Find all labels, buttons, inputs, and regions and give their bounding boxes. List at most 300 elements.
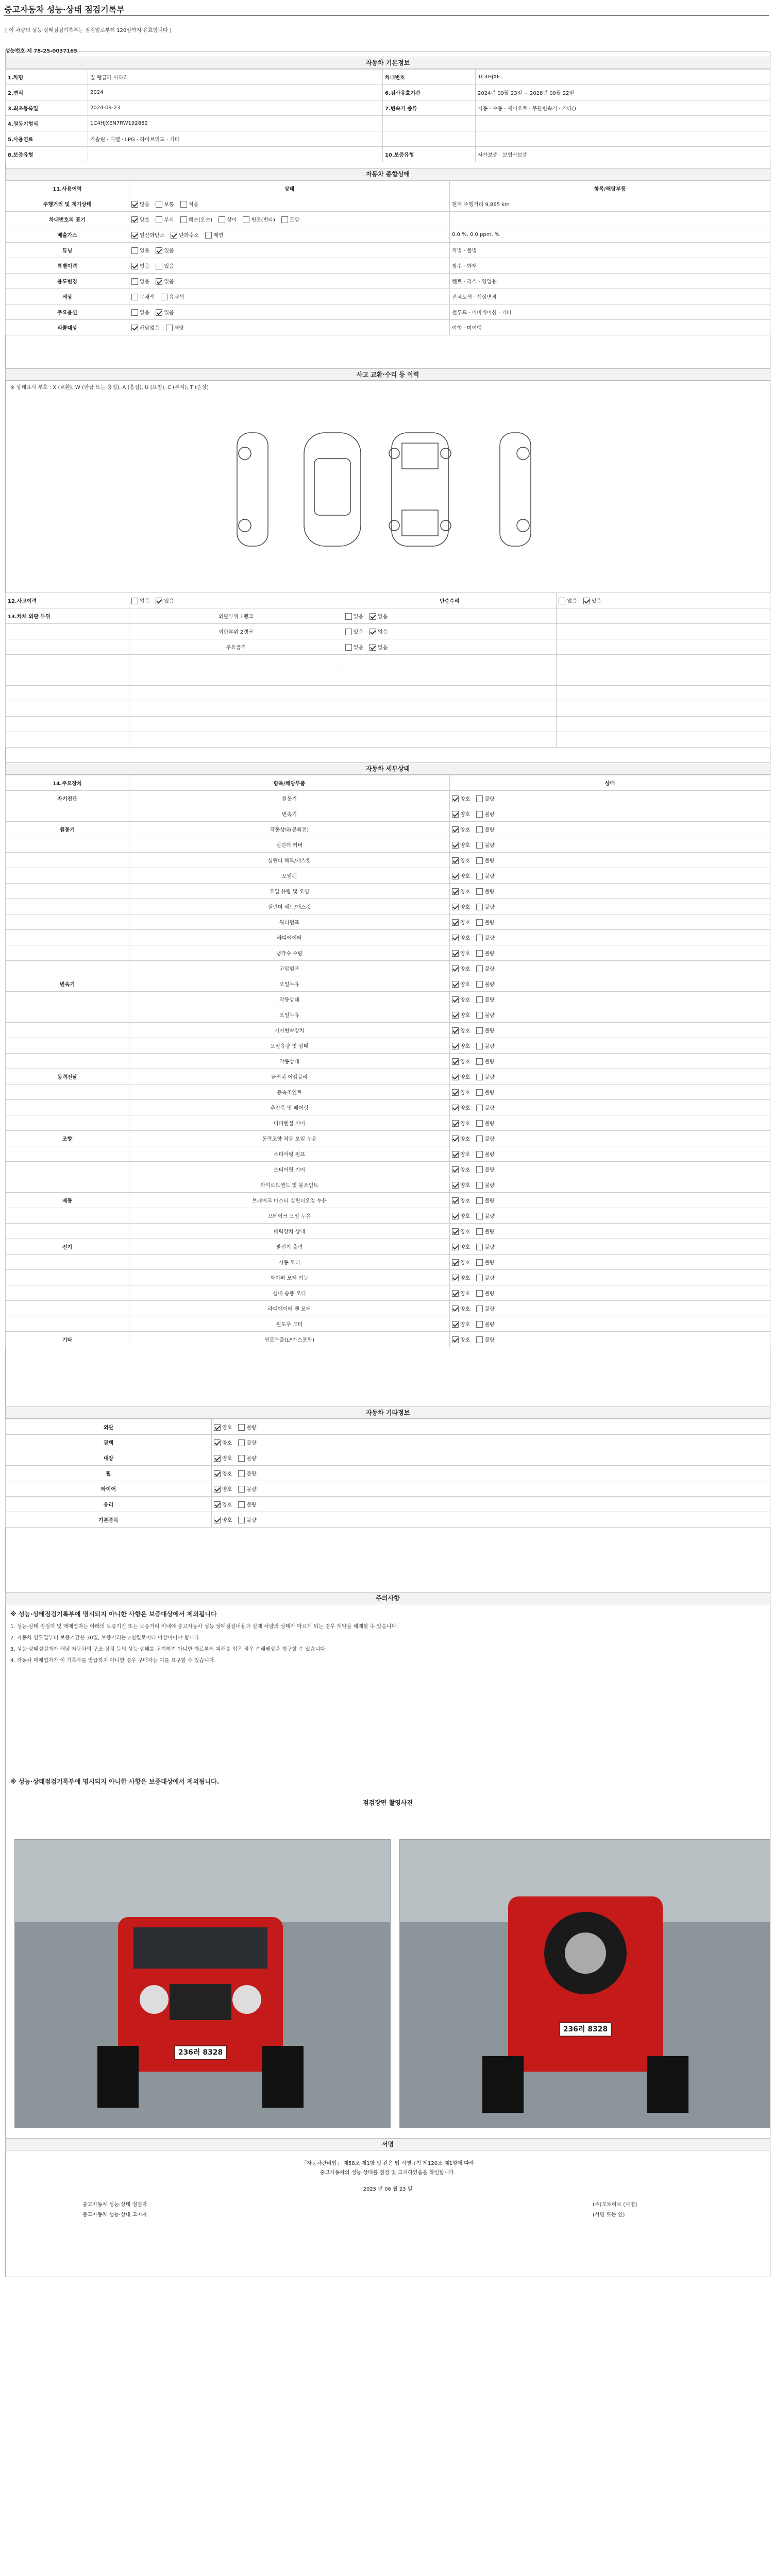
overall-option[interactable]: 매연 [205, 231, 223, 239]
checkbox[interactable] [452, 1120, 459, 1127]
status-option[interactable]: 양호 [452, 1335, 470, 1344]
overall-option[interactable]: 변조(변타) [243, 215, 275, 224]
checkbox[interactable] [214, 1517, 221, 1523]
detail-status [450, 1054, 770, 1069]
checkbox[interactable] [131, 201, 138, 208]
detail-row [6, 930, 770, 945]
checkbox[interactable] [452, 1027, 459, 1034]
checkbox[interactable] [452, 888, 459, 895]
rear-photo [399, 1839, 770, 2128]
checkbox[interactable] [476, 1074, 483, 1080]
checkbox[interactable] [476, 1290, 483, 1297]
detail-item: 기어변속장치 [129, 1023, 450, 1038]
checkbox[interactable] [452, 965, 459, 972]
checkbox[interactable] [452, 826, 459, 833]
detail-group [6, 914, 129, 930]
checkbox[interactable] [281, 216, 288, 223]
checkbox[interactable] [156, 263, 162, 269]
overall-option[interactable]: 있음 [156, 308, 174, 316]
status-option[interactable]: 양호 [452, 1181, 470, 1189]
status-option[interactable]: 양호 [452, 1104, 470, 1112]
status-option[interactable]: 불량 [476, 1243, 494, 1251]
checkbox[interactable] [476, 1043, 483, 1049]
checkbox[interactable] [214, 1455, 221, 1462]
status-option[interactable]: 양호 [452, 856, 470, 865]
checkbox[interactable] [476, 1089, 483, 1096]
status-legend: ※ 상태표시 부호 : X (교환), W (판금 또는 용접), A (흠집), U (요철), C (부식), T (손상) [10, 385, 209, 391]
checkbox[interactable] [452, 1074, 459, 1080]
checkbox[interactable] [219, 216, 225, 223]
checkbox[interactable] [476, 1151, 483, 1158]
status-option[interactable]: 불량 [476, 1181, 494, 1189]
status-option[interactable]: 불량 [476, 1150, 494, 1158]
status-option[interactable]: 양호 [452, 1289, 470, 1297]
detail-item: 배력장치 상태 [129, 1224, 450, 1239]
checkbox[interactable] [131, 263, 138, 269]
status-option[interactable]: 양호 [452, 1258, 470, 1266]
checkbox[interactable] [452, 1012, 459, 1019]
overall-option[interactable]: 도말 [281, 215, 299, 224]
status-option[interactable]: 양호 [452, 1274, 470, 1282]
overall-option[interactable]: 없음 [131, 277, 149, 285]
status-option[interactable]: 불량 [476, 1274, 494, 1282]
checkbox[interactable] [476, 1120, 483, 1127]
detail-group: 조향 [6, 1131, 129, 1146]
status-option[interactable]: 불량 [476, 1042, 494, 1050]
checkbox[interactable] [452, 795, 459, 802]
checkbox[interactable] [452, 996, 459, 1003]
detail-group [6, 837, 129, 853]
other-option[interactable]: 불량 [238, 1500, 256, 1509]
panel-cell [129, 686, 343, 701]
overall-label: 튜닝 [6, 243, 129, 258]
detail-row [6, 837, 770, 853]
status-option[interactable]: 불량 [476, 1011, 494, 1019]
detail-row [6, 1177, 770, 1193]
checkbox[interactable] [452, 1306, 459, 1312]
checkbox[interactable] [476, 950, 483, 957]
detail-row [6, 914, 770, 930]
status-option[interactable]: 불량 [476, 841, 494, 849]
detail-item: 오일 유량 및 오염 [129, 884, 450, 899]
other-status [212, 1435, 770, 1450]
other-label: 외관 [6, 1419, 212, 1435]
status-option[interactable]: 양호 [452, 825, 470, 834]
panel-option[interactable]: 없음 [369, 628, 388, 636]
status-option[interactable]: 불량 [476, 1119, 494, 1127]
status-option[interactable]: 양호 [452, 1073, 470, 1081]
checkbox[interactable] [476, 1275, 483, 1281]
checkbox[interactable] [238, 1439, 245, 1446]
checkbox[interactable] [131, 247, 138, 254]
checkbox[interactable] [452, 904, 459, 910]
status-option[interactable]: 양호 [452, 1011, 470, 1019]
checkbox[interactable] [476, 1321, 483, 1328]
checkbox[interactable] [476, 1012, 483, 1019]
checkbox[interactable] [180, 216, 187, 223]
checkbox[interactable] [452, 1043, 459, 1049]
detail-status [450, 1224, 770, 1239]
checkbox[interactable] [476, 1336, 483, 1343]
checkbox[interactable] [476, 1306, 483, 1312]
checkbox[interactable] [369, 613, 376, 620]
status-option[interactable]: 불량 [476, 1289, 494, 1297]
checkbox[interactable] [369, 629, 376, 635]
status-option[interactable]: 불량 [476, 1088, 494, 1096]
checkbox[interactable] [452, 1275, 459, 1281]
overall-label: 차대번호의 표기 [6, 212, 129, 227]
status-option[interactable]: 불량 [476, 1258, 494, 1266]
overall-option[interactable]: 적음 [180, 200, 198, 208]
checkbox[interactable] [156, 247, 162, 254]
checkbox[interactable] [476, 1228, 483, 1235]
detail-row [6, 961, 770, 976]
detail-status [450, 1316, 770, 1332]
status-option[interactable]: 불량 [476, 1165, 494, 1174]
status-option[interactable]: 불량 [476, 856, 494, 865]
status-option[interactable]: 불량 [476, 934, 494, 942]
detail-item: 타이로드엔드 및 볼조인트 [129, 1177, 450, 1193]
overall-option[interactable]: 훼손(오손) [180, 215, 212, 224]
other-option[interactable]: 양호 [214, 1516, 232, 1524]
status-option[interactable]: 양호 [452, 1196, 470, 1205]
checkbox[interactable] [476, 1213, 483, 1219]
checkbox[interactable] [476, 904, 483, 910]
other-row [6, 1419, 770, 1435]
checkbox[interactable] [476, 1244, 483, 1250]
detail-item: 브레이크 오일 누유 [129, 1208, 450, 1224]
basic-value-2: 자가보증 · 보험사보증 [476, 147, 770, 162]
panel-option[interactable]: 있음 [345, 643, 363, 651]
checkbox[interactable] [452, 981, 459, 988]
status-option[interactable]: 불량 [476, 1134, 494, 1143]
checkbox[interactable] [345, 613, 352, 620]
checkbox[interactable] [205, 232, 212, 239]
checkbox[interactable] [131, 278, 138, 285]
overall-row [6, 227, 770, 243]
checkbox[interactable] [156, 278, 162, 285]
status-option[interactable]: 불량 [476, 1196, 494, 1205]
status-option[interactable]: 양호 [452, 1165, 470, 1174]
accident-option[interactable]: 없음 [131, 597, 149, 605]
status-option[interactable]: 불량 [476, 1026, 494, 1035]
checkbox[interactable] [452, 1321, 459, 1328]
checkbox[interactable] [476, 811, 483, 818]
repair-option[interactable]: 없음 [559, 597, 577, 605]
checkbox[interactable] [476, 826, 483, 833]
status-option[interactable]: 양호 [452, 918, 470, 926]
checkbox[interactable] [156, 216, 162, 223]
status-option[interactable]: 불량 [476, 794, 494, 803]
checkbox[interactable] [156, 309, 162, 316]
status-option[interactable]: 양호 [452, 964, 470, 973]
detail-item: 발전기 출력 [129, 1239, 450, 1255]
overall-option[interactable]: 많음 [131, 200, 149, 208]
panel-option[interactable]: 없음 [369, 612, 388, 620]
status-option[interactable]: 양호 [452, 1304, 470, 1313]
checkbox[interactable] [476, 996, 483, 1003]
overall-option[interactable]: 부식 [156, 215, 174, 224]
status-option[interactable]: 불량 [476, 903, 494, 911]
checkbox[interactable] [559, 598, 565, 604]
checkbox[interactable] [452, 842, 459, 849]
other-option[interactable]: 불량 [238, 1485, 256, 1493]
status-option[interactable]: 양호 [452, 1134, 470, 1143]
status-option[interactable]: 양호 [452, 1243, 470, 1251]
other-option[interactable]: 양호 [214, 1500, 232, 1509]
checkbox[interactable] [452, 1244, 459, 1250]
checkbox[interactable] [452, 1228, 459, 1235]
status-option[interactable]: 불량 [476, 1057, 494, 1065]
overall-row [6, 289, 770, 304]
overall-option[interactable]: 무채색 [131, 293, 155, 301]
checkbox[interactable] [214, 1486, 221, 1493]
status-option[interactable]: 불량 [476, 872, 494, 880]
checkbox[interactable] [452, 919, 459, 926]
other-option[interactable]: 양호 [214, 1423, 232, 1431]
checkbox[interactable] [476, 935, 483, 941]
checkbox[interactable] [214, 1439, 221, 1446]
status-option[interactable]: 양호 [452, 1150, 470, 1158]
status-option[interactable]: 불량 [476, 825, 494, 834]
overall-option[interactable]: 해당없음 [131, 324, 160, 332]
status-option[interactable]: 양호 [452, 934, 470, 942]
overall-option[interactable]: 없음 [131, 308, 149, 316]
checkbox[interactable] [476, 1166, 483, 1173]
panel-cell [6, 686, 129, 701]
checkbox[interactable] [452, 857, 459, 864]
other-option[interactable]: 불량 [238, 1469, 256, 1478]
overall-option[interactable]: 상이 [219, 215, 237, 224]
other-label: 휠 [6, 1466, 212, 1481]
status-option[interactable]: 불량 [476, 1320, 494, 1328]
other-option[interactable]: 불량 [238, 1423, 256, 1431]
overall-options [129, 320, 450, 335]
other-option[interactable]: 불량 [238, 1438, 256, 1447]
checkbox[interactable] [452, 873, 459, 879]
checkbox[interactable] [452, 1105, 459, 1111]
detail-item: 고압펌프 [129, 961, 450, 976]
panel-cell [6, 655, 129, 670]
detail-row [6, 1193, 770, 1208]
status-option[interactable]: 양호 [452, 887, 470, 895]
overall-header-cell: 11.사용이력 [6, 181, 129, 196]
overall-options [129, 243, 450, 258]
other-row [6, 1512, 770, 1528]
checkbox[interactable] [452, 1136, 459, 1142]
overall-option[interactable]: 있음 [156, 277, 174, 285]
accident-option[interactable]: 있음 [156, 597, 174, 605]
other-option[interactable]: 양호 [214, 1454, 232, 1462]
checkbox[interactable] [452, 1058, 459, 1065]
checkbox[interactable] [476, 1259, 483, 1266]
detail-item: 실내 송풍 모터 [129, 1285, 450, 1301]
checkbox[interactable] [452, 1182, 459, 1189]
checkbox[interactable] [214, 1470, 221, 1477]
status-option[interactable]: 양호 [452, 980, 470, 988]
checkbox[interactable] [583, 598, 590, 604]
status-option[interactable]: 양호 [452, 1320, 470, 1328]
detail-status [450, 853, 770, 868]
overall-option[interactable]: 유채색 [161, 293, 184, 301]
status-option[interactable]: 양호 [452, 1057, 470, 1065]
status-option[interactable]: 불량 [476, 1073, 494, 1081]
panel-cell [129, 732, 343, 748]
checkbox[interactable] [369, 644, 376, 651]
status-option[interactable]: 불량 [476, 980, 494, 988]
detail-row [6, 1332, 770, 1347]
checkbox[interactable] [166, 325, 173, 331]
checkbox[interactable] [476, 981, 483, 988]
detail-row [6, 1054, 770, 1069]
checkbox[interactable] [476, 873, 483, 879]
detail-item: 변속기 [129, 806, 450, 822]
status-option[interactable]: 양호 [452, 949, 470, 957]
checkbox[interactable] [452, 1213, 459, 1219]
checkbox[interactable] [452, 1197, 459, 1204]
detail-row [6, 1301, 770, 1316]
checkbox[interactable] [238, 1470, 245, 1477]
checkbox[interactable] [476, 1027, 483, 1034]
detail-group [6, 1224, 129, 1239]
status-option[interactable]: 양호 [452, 1026, 470, 1035]
checkbox[interactable] [476, 965, 483, 972]
status-option[interactable]: 양호 [452, 872, 470, 880]
overall-option[interactable]: 보통 [156, 200, 174, 208]
status-option[interactable]: 양호 [452, 1227, 470, 1235]
overall-option[interactable]: 없음 [131, 246, 149, 255]
status-option[interactable]: 불량 [476, 1304, 494, 1313]
overall-option[interactable]: 있음 [156, 262, 174, 270]
checkbox[interactable] [238, 1501, 245, 1508]
checkbox[interactable] [238, 1424, 245, 1431]
overall-option[interactable]: 해당 [166, 324, 184, 332]
checkbox[interactable] [156, 201, 162, 208]
checkbox[interactable] [131, 325, 138, 331]
checkbox[interactable] [452, 950, 459, 957]
checkbox[interactable] [238, 1517, 245, 1523]
basic-value-2: 자동 · 수동 · 세미오토 · 무단변속기 · 기타() [476, 100, 770, 116]
checkbox[interactable] [214, 1501, 221, 1508]
checkbox[interactable] [161, 294, 167, 300]
checkbox[interactable] [476, 1105, 483, 1111]
detail-status [450, 1255, 770, 1270]
overall-status-table [5, 180, 770, 335]
status-option[interactable]: 불량 [476, 949, 494, 957]
overall-option[interactable]: 없음 [131, 262, 149, 270]
checkbox[interactable] [345, 629, 352, 635]
other-option[interactable]: 양호 [214, 1438, 232, 1447]
checkbox[interactable] [243, 216, 249, 223]
checkbox[interactable] [452, 1290, 459, 1297]
checkbox[interactable] [476, 1182, 483, 1189]
checkbox[interactable] [345, 644, 352, 651]
checkbox[interactable] [131, 598, 138, 604]
status-option[interactable]: 불량 [476, 887, 494, 895]
checkbox[interactable] [476, 1058, 483, 1065]
status-option[interactable]: 양호 [452, 810, 470, 818]
status-option[interactable]: 양호 [452, 1119, 470, 1127]
other-option[interactable]: 양호 [214, 1469, 232, 1478]
status-option[interactable]: 불량 [476, 964, 494, 973]
detail-status [450, 992, 770, 1007]
checkbox[interactable] [156, 598, 162, 604]
status-option[interactable]: 양호 [452, 1042, 470, 1050]
checkbox[interactable] [452, 935, 459, 941]
checkbox[interactable] [131, 309, 138, 316]
panel-detail-row [6, 717, 770, 732]
checkbox[interactable] [476, 842, 483, 849]
panel-option[interactable]: 있음 [345, 612, 363, 620]
overall-row [6, 243, 770, 258]
status-option[interactable]: 불량 [476, 1104, 494, 1112]
checkbox[interactable] [452, 1336, 459, 1343]
overall-options [129, 258, 450, 274]
checkbox[interactable] [452, 1089, 459, 1096]
status-option[interactable]: 불량 [476, 810, 494, 818]
status-option[interactable]: 양호 [452, 995, 470, 1004]
overall-option[interactable]: 일산화탄소 [131, 231, 164, 239]
checkbox[interactable] [476, 795, 483, 802]
detail-item: 등속조인트 [129, 1084, 450, 1100]
status-option[interactable]: 양호 [452, 1212, 470, 1220]
status-option[interactable]: 불량 [476, 1227, 494, 1235]
checkbox[interactable] [476, 1136, 483, 1142]
detail-status [450, 976, 770, 992]
overall-option[interactable]: 탄화수소 [171, 231, 199, 239]
checkbox[interactable] [452, 811, 459, 818]
status-option[interactable]: 양호 [452, 841, 470, 849]
panel-option[interactable]: 없음 [369, 643, 388, 651]
checkbox[interactable] [476, 1197, 483, 1204]
status-option[interactable]: 불량 [476, 995, 494, 1004]
detail-status [450, 1038, 770, 1054]
detail-row [6, 1146, 770, 1162]
checkbox[interactable] [452, 1151, 459, 1158]
checkbox[interactable] [131, 294, 138, 300]
checkbox[interactable] [476, 888, 483, 895]
status-option[interactable]: 양호 [452, 794, 470, 803]
detail-group [6, 1162, 129, 1177]
status-option[interactable]: 불량 [476, 918, 494, 926]
checkbox[interactable] [214, 1424, 221, 1431]
overall-option[interactable]: 있음 [156, 246, 174, 255]
other-option[interactable]: 불량 [238, 1454, 256, 1462]
repair-option[interactable]: 있음 [583, 597, 601, 605]
checkbox[interactable] [238, 1455, 245, 1462]
panel-option[interactable]: 있음 [345, 628, 363, 636]
checkbox[interactable] [238, 1486, 245, 1493]
checkbox[interactable] [476, 857, 483, 864]
checkbox[interactable] [180, 201, 187, 208]
status-option[interactable]: 불량 [476, 1335, 494, 1344]
overall-options [129, 304, 450, 320]
checkbox[interactable] [131, 216, 138, 223]
checkbox[interactable] [452, 1259, 459, 1266]
checkbox[interactable] [131, 232, 138, 239]
status-option[interactable]: 양호 [452, 1088, 470, 1096]
other-option[interactable]: 양호 [214, 1485, 232, 1493]
detail-status [450, 1177, 770, 1193]
checkbox[interactable] [171, 232, 177, 239]
status-option[interactable]: 불량 [476, 1212, 494, 1220]
other-option[interactable]: 불량 [238, 1516, 256, 1524]
overall-option[interactable]: 양호 [131, 215, 149, 224]
status-option[interactable]: 양호 [452, 903, 470, 911]
checkbox[interactable] [452, 1166, 459, 1173]
notifier-label: 중고자동차 성능·상태 고지자 [82, 2212, 147, 2218]
checkbox[interactable] [476, 919, 483, 926]
